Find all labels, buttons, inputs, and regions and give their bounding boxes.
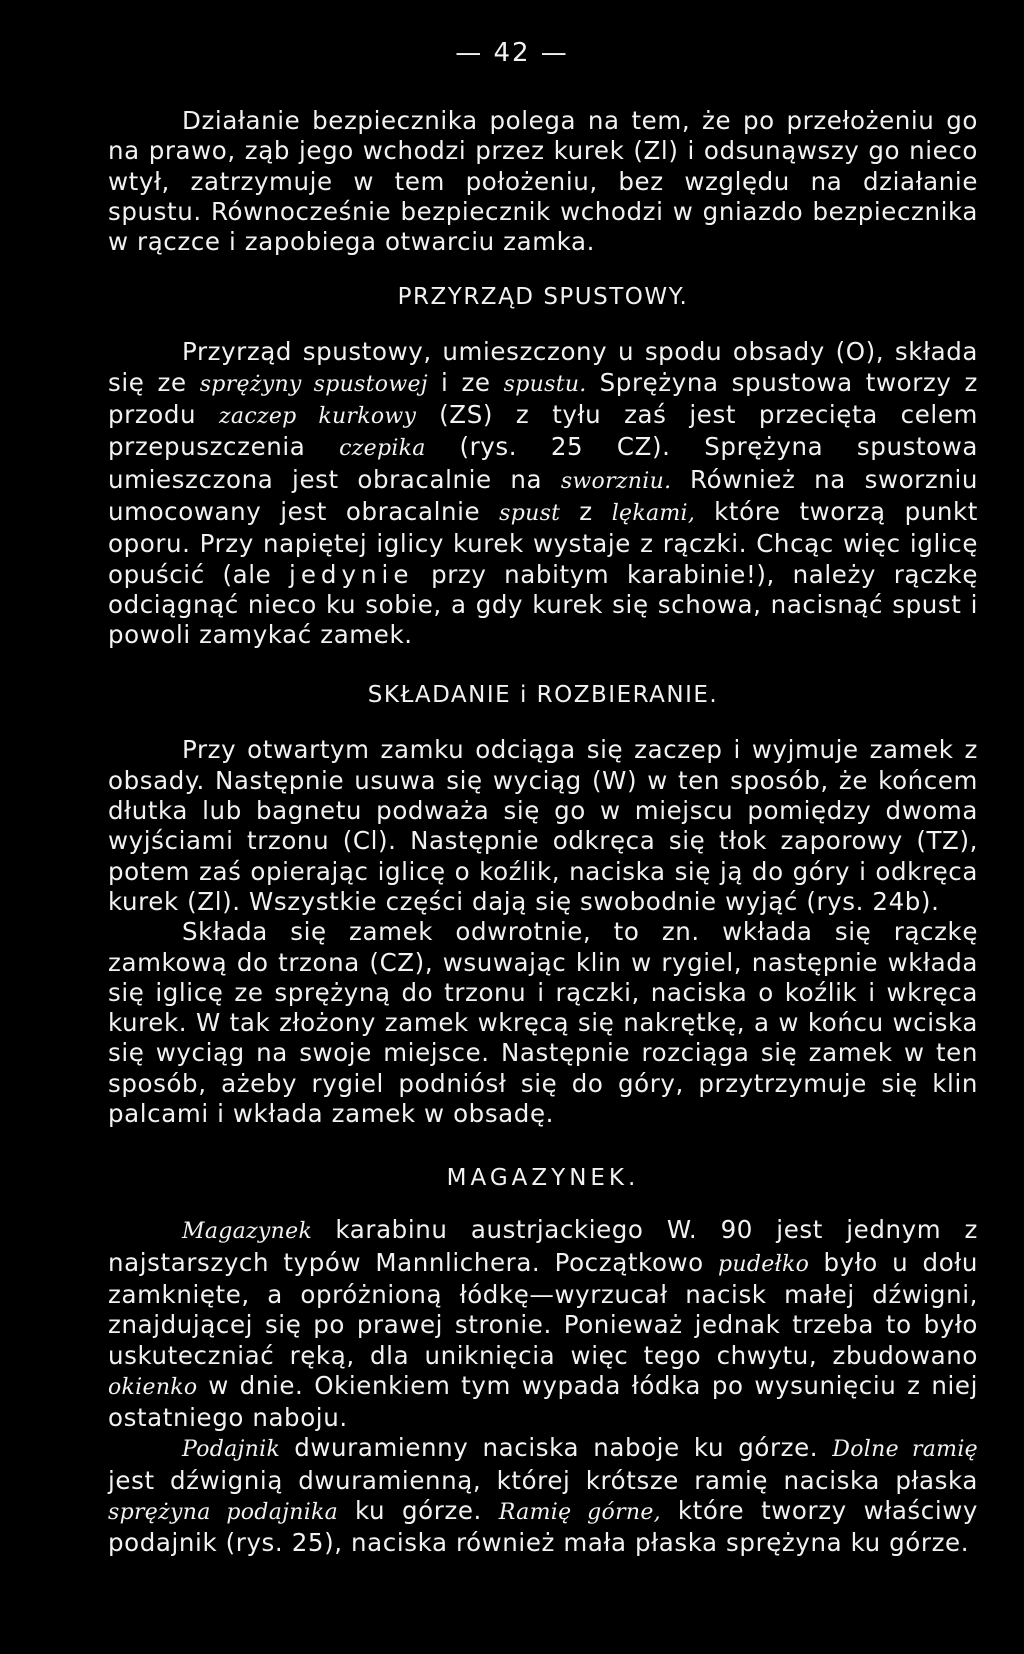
text-run: Przyrząd spustowy, umieszczony u spodu obsady (O), składa się ze xyxy=(108,337,978,397)
italic-term: okienko xyxy=(108,1374,198,1400)
text-run: ku górze. xyxy=(338,1495,499,1525)
text-run: dwuramienny naciska naboje ku górze. xyxy=(280,1433,833,1463)
italic-term: pudełko xyxy=(718,1251,810,1277)
text-run: które tworzą punkt oporu. Przy napiętej iglicy kurek wystaje z rączki. Chcąc więc iglicę opuścić (ale xyxy=(108,496,978,589)
assembly-paragraph-2: Składa się zamek odwrotnie, to zn. wkłada się rączkę zamkową do trzona (CZ), wsuwając klin w rygiel, następnie wkłada się iglicę ze sprężyną do trzonu i rączki, naciska o koźlik i wkręca kurek. W tak złożony zamek wkręcą się nakrętkę, a w końcu wciska się wyciąg na swoje miejsce. Następnie rozciąga się zamek w ten sposób, ażeby rygiel podniósł się do góry, przytrzymuje się klin palcami i wkłada zamek w obsadę. xyxy=(108,917,978,1129)
italic-term: sprężyna podajnika xyxy=(108,1499,339,1525)
intro-paragraph: Działanie bezpiecznika polega na tem, że po przełożeniu go na prawo, ząb jego wchodzi przez kurek (Zl) i odsunąwszy go nieco wtył, zatrzymuje w tem położeniu, bez względu na działanie spustu. Równocześnie bezpiecznik wchodzi w gniazdo bezpiecznika w rączce i zapobiega otwarciu zamka. xyxy=(108,106,978,257)
section-heading-assembly: SKŁADANIE i ROZBIERANIE. xyxy=(367,682,719,709)
magazine-paragraph-1 xyxy=(108,1215,978,1433)
text-run: Sprężyna spustowa tworzy z przodu xyxy=(108,367,978,430)
italic-term: spustu. xyxy=(503,371,587,397)
italic-term: zaczep kurkowy xyxy=(219,404,417,430)
italic-term: spust xyxy=(499,500,561,526)
text-run: jest dźwignią dwuramienną, której krótsze ramię naciska płaska xyxy=(108,1465,978,1495)
text-run: było u dołu zamknięte, a opróżnioną łódkę—wyrzucał nacisk małej dźwigni, znajdującej się po prawej stronie. Ponieważ jednak trzeba to było uskuteczniać ręką, dla uniknięcia więc tego chwytu, zbudowano xyxy=(108,1247,978,1370)
italic-term: sworzniu. xyxy=(560,468,672,494)
italic-term: Magazynek xyxy=(182,1219,313,1245)
page-content xyxy=(108,106,978,1559)
spaced-emphasis: jedynie xyxy=(289,559,414,589)
text-run: przy nabitym karabinie!), należy rączkę odciągnąć nieco ku sobie, a gdy kurek się schowa, nacisnąć spust i powoli zamykać zamek. xyxy=(108,559,978,650)
text-run: (ZS) z tyłu zaś jest przecięta celem przepuszczenia xyxy=(108,400,978,462)
text-run: z xyxy=(560,496,612,526)
text-run: które tworzy właściwy podajnik (rys. 25), naciska również mała płaska sprężyna ku górze. xyxy=(108,1495,979,1558)
italic-term: sprężyny spustowej xyxy=(199,371,428,397)
italic-term: czepika xyxy=(339,436,426,462)
text-run: Również na sworzniu umocowany jest obracalnie xyxy=(108,464,978,526)
text-run: w dnie. Okienkiem tym wypada łódka po wysunięciu z niej ostatniego naboju. xyxy=(108,1370,978,1433)
text-run: i ze xyxy=(427,367,504,397)
page-number: — 42 — xyxy=(455,38,569,68)
magazine-paragraph-2 xyxy=(108,1433,978,1558)
text-run: karabinu austrjackiego W. 90 jest jednym z najstarszych typów Mannlichera. Początkowo xyxy=(108,1215,978,1277)
section-heading-trigger: PRZYRZĄD SPUSTOWY. xyxy=(397,284,689,311)
italic-term: Ramię górne, xyxy=(498,1499,661,1525)
italic-term: Dolne ramię xyxy=(832,1437,979,1463)
italic-term: lękami, xyxy=(611,500,696,526)
italic-term: Podajnik xyxy=(182,1437,281,1463)
text-run: (rys. 25 CZ). Sprężyna spustowa umieszczona jest obracalnie na xyxy=(108,432,978,494)
trigger-paragraph xyxy=(108,337,978,650)
section-heading-magazine: MAGAZYNEK. xyxy=(446,1165,640,1192)
assembly-paragraph-1: Przy otwartym zamku odciąga się zaczep i wyjmuje zamek z obsady. Następnie usuwa się wyciąg (W) w ten sposób, że końcem dłutka lub bagnetu podważa się go w miejscu pomiędzy dwoma wyjściami trzonu (Cl). Następnie odkręca się tłok zaporowy (TZ), potem zaś opierając iglicę o koźlik, naciska się ją do góry i odkręca kurek (Zl). Wszystkie części dają się swobodnie wyjąć (rys. 24b). xyxy=(108,735,978,916)
